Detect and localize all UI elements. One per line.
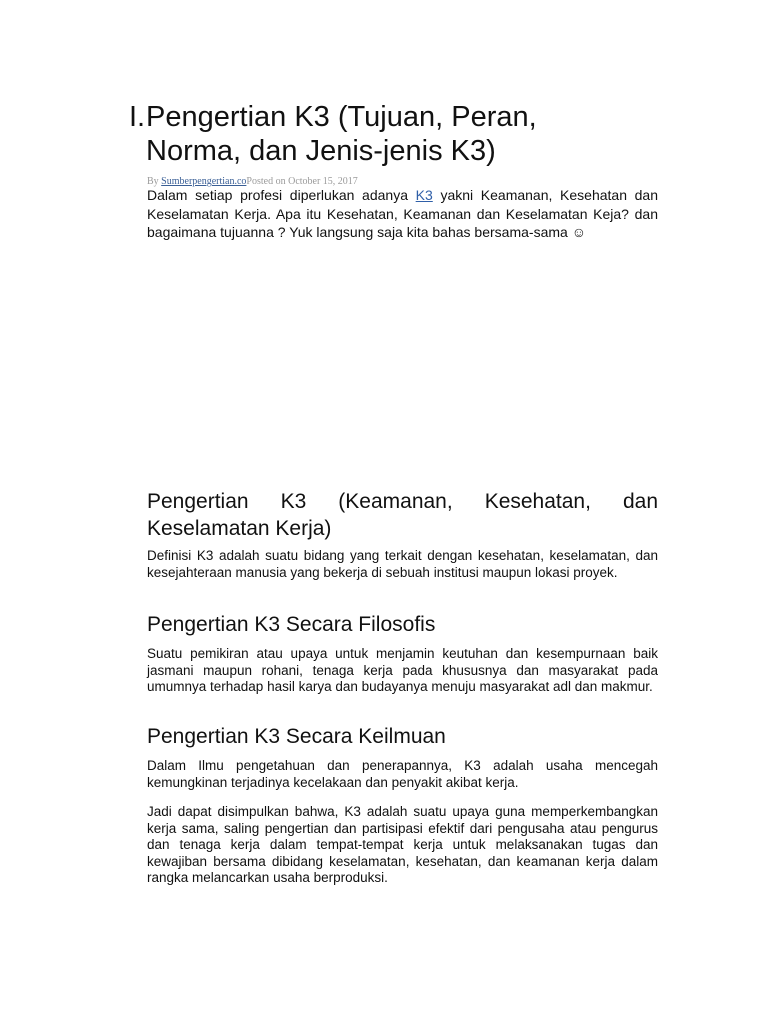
k3-link[interactable]: K3 bbox=[415, 187, 433, 203]
section-heading-definition: Pengertian K3 (Keamanan, Kesehatan, dan Keselamatan Kerja) bbox=[147, 490, 658, 540]
section-body-definition: Definisi K3 adalah suatu bidang yang terkait dengan kesehatan, keselamatan, dan kesejahteraan manusia yang bekerja di sebuah institusi maupun lokasi proyek. bbox=[147, 548, 658, 580]
title-number: I. bbox=[129, 101, 146, 133]
title-text-line-1: Pengertian K3 (Tujuan, Peran, bbox=[146, 101, 537, 133]
section-body-scientific: Dalam Ilmu pengetahuan dan penerapannya, K3 adalah usaha mencegah kemungkinan terjadinya kecelakaan dan penyakit akibat kerja. bbox=[147, 758, 658, 790]
section-heading-philosophical: Pengertian K3 Secara Filosofis bbox=[147, 613, 436, 636]
section-heading-scientific: Pengertian K3 Secara Keilmuan bbox=[147, 725, 446, 748]
title-line-1 bbox=[129, 100, 689, 134]
page-title bbox=[129, 100, 689, 168]
intro-paragraph bbox=[147, 186, 658, 242]
title-text-line-2: Norma, dan Jenis-jenis K3) bbox=[146, 135, 496, 167]
intro-text-end: yakni Keamanan, Kesehatan dan Keselamatan Kerja. Apa itu Kesehatan, Keamanan dan Keselamatan Keja? dan bagaimana tujuanna ? Yuk langsung saja kita bahas bersama-sama ☺ bbox=[147, 187, 659, 240]
byline-author-link[interactable]: Sumberpengertian.co bbox=[161, 176, 247, 187]
byline-prefix: By bbox=[147, 176, 162, 187]
byline-posted-date: Posted on October 15, 2017 bbox=[246, 176, 358, 187]
conclusion-paragraph: Jadi dapat disimpulkan bahwa, K3 adalah suatu upaya guna memperkembangkan kerja sama, saling pengertian dan partisipasi efektif dari pengusaha atau pengurus dan tenaga kerja dalam tempat-tempat kerja untuk melaksanakan tugas dan kewajiban bersama dibidang keselamatan, kesehatan, dan keamanan kerja dalam rangka melancarkan usaha berproduksi. bbox=[147, 804, 658, 885]
section-body-philosophical: Suatu pemikiran atau upaya untuk menjamin keutuhan dan kesempurnaan baik jasmani maupun rohani, tenaga kerja pada khususnya dan masyarakat pada umumnya terhadap hasil karya dan budayanya menuju masyarakat adl dan makmur. bbox=[147, 646, 658, 694]
intro-text-start: Dalam setiap profesi diperlukan adanya bbox=[147, 187, 416, 203]
